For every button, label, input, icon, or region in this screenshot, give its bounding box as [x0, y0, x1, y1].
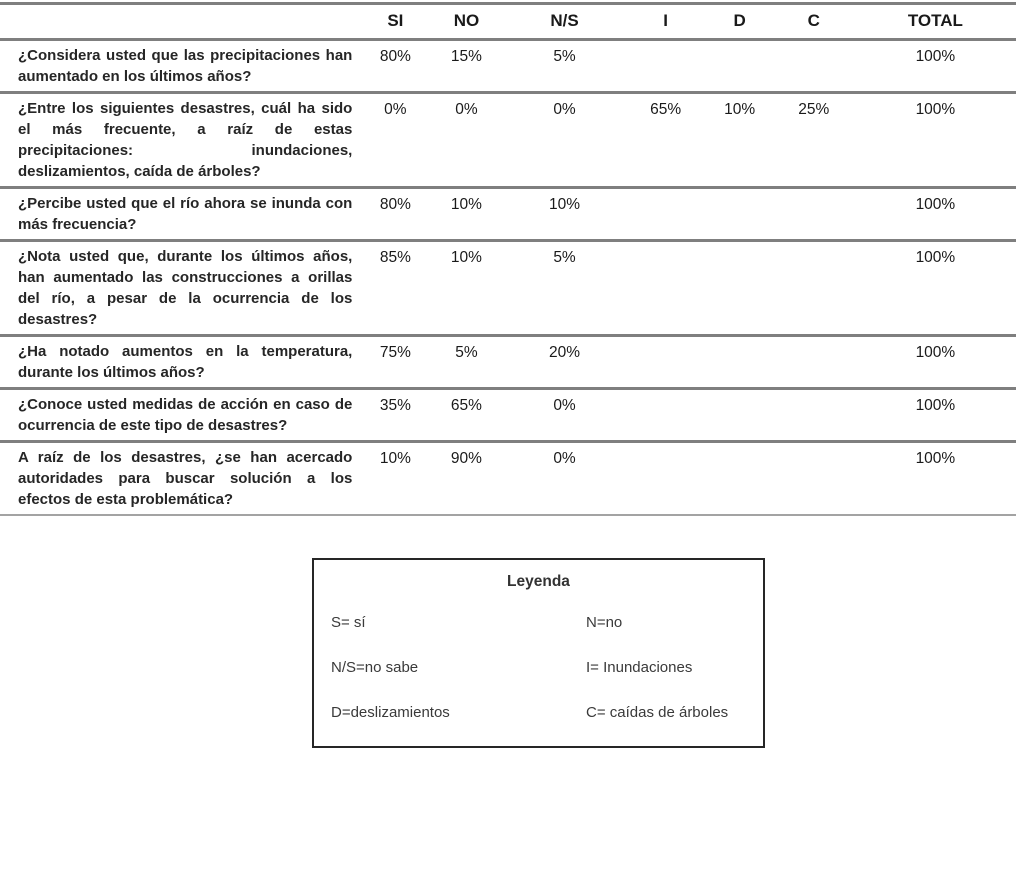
value-d [707, 336, 773, 389]
value-no: 15% [428, 40, 504, 93]
value-si: 80% [362, 40, 428, 93]
value-i: 65% [625, 93, 707, 188]
value-ns: 5% [504, 40, 624, 93]
value-total: 100% [855, 188, 1016, 241]
value-ns: 20% [504, 336, 624, 389]
value-c [773, 188, 855, 241]
value-i [625, 241, 707, 336]
value-d [707, 442, 773, 516]
table-row [0, 40, 1016, 93]
value-si: 35% [362, 389, 428, 442]
col-header-no: NO [428, 4, 504, 40]
value-no: 10% [428, 188, 504, 241]
legend-box [312, 558, 765, 748]
value-i [625, 389, 707, 442]
value-total: 100% [855, 40, 1016, 93]
value-i [625, 442, 707, 516]
value-si: 85% [362, 241, 428, 336]
value-i [625, 188, 707, 241]
value-ns: 0% [504, 389, 624, 442]
legend-entries [314, 591, 763, 724]
question-cell: A raíz de los desastres, ¿se han acercado autoridades para buscar solución a los efectos de esta problemática? [0, 442, 362, 516]
question-cell: ¿Nota usted que, durante los últimos años, han aumentado las construcciones a orillas del río, a pesar de la ocurrencia de los desastres? [0, 241, 362, 336]
col-header-total: TOTAL [855, 4, 1016, 40]
question-cell: ¿Considera usted que las precipitaciones han aumentado en los últimos años? [0, 40, 362, 93]
value-i [625, 336, 707, 389]
value-c [773, 442, 855, 516]
col-header-ns: N/S [504, 4, 624, 40]
value-c [773, 241, 855, 336]
question-cell: ¿Ha notado aumentos en la temperatura, durante los últimos años? [0, 336, 362, 389]
value-total: 100% [855, 336, 1016, 389]
value-d [707, 241, 773, 336]
value-ns: 0% [504, 93, 624, 188]
legend-entry-s: S= sí [331, 614, 366, 631]
legend-entry-i: I= Inundaciones [586, 659, 693, 676]
value-no: 65% [428, 389, 504, 442]
col-header-c: C [773, 4, 855, 40]
value-si: 80% [362, 188, 428, 241]
value-c [773, 336, 855, 389]
value-si: 0% [362, 93, 428, 188]
survey-results-table [0, 2, 1016, 516]
question-cell: ¿Conoce usted medidas de acción en caso de ocurrencia de este tipo de desastres? [0, 389, 362, 442]
value-si: 10% [362, 442, 428, 516]
header-row [0, 4, 1016, 40]
value-d [707, 40, 773, 93]
table-row [0, 241, 1016, 336]
value-total: 100% [855, 389, 1016, 442]
col-header-si: SI [362, 4, 428, 40]
legend-entry-d: D=deslizamientos [331, 704, 450, 721]
value-d [707, 389, 773, 442]
value-total: 100% [855, 241, 1016, 336]
value-ns: 10% [504, 188, 624, 241]
value-ns: 5% [504, 241, 624, 336]
value-no: 90% [428, 442, 504, 516]
value-d: 10% [707, 93, 773, 188]
col-header-d: D [707, 4, 773, 40]
table-row [0, 336, 1016, 389]
value-si: 75% [362, 336, 428, 389]
question-cell: ¿Percibe usted que el río ahora se inunda con más frecuencia? [0, 188, 362, 241]
value-c [773, 40, 855, 93]
table-row [0, 442, 1016, 516]
value-no: 10% [428, 241, 504, 336]
table-row [0, 188, 1016, 241]
table-row [0, 389, 1016, 442]
value-d [707, 188, 773, 241]
question-cell: ¿Entre los siguientes desastres, cuál ha sido el más frecuente, a raíz de estas precipitaciones: inundaciones, deslizamientos, caída de árboles? [0, 93, 362, 188]
value-ns: 0% [504, 442, 624, 516]
legend-entry-ns: N/S=no sabe [331, 659, 419, 676]
legend-entry-n: N=no [586, 614, 623, 631]
legend-entry-c: C= caídas de árboles [586, 704, 729, 721]
value-no: 5% [428, 336, 504, 389]
value-total: 100% [855, 442, 1016, 516]
value-i [625, 40, 707, 93]
value-c [773, 389, 855, 442]
corner-cell [0, 4, 362, 40]
col-header-i: I [625, 4, 707, 40]
value-c: 25% [773, 93, 855, 188]
legend-title: Leyenda [507, 573, 570, 590]
value-total: 100% [855, 93, 1016, 188]
table-row [0, 93, 1016, 188]
value-no: 0% [428, 93, 504, 188]
